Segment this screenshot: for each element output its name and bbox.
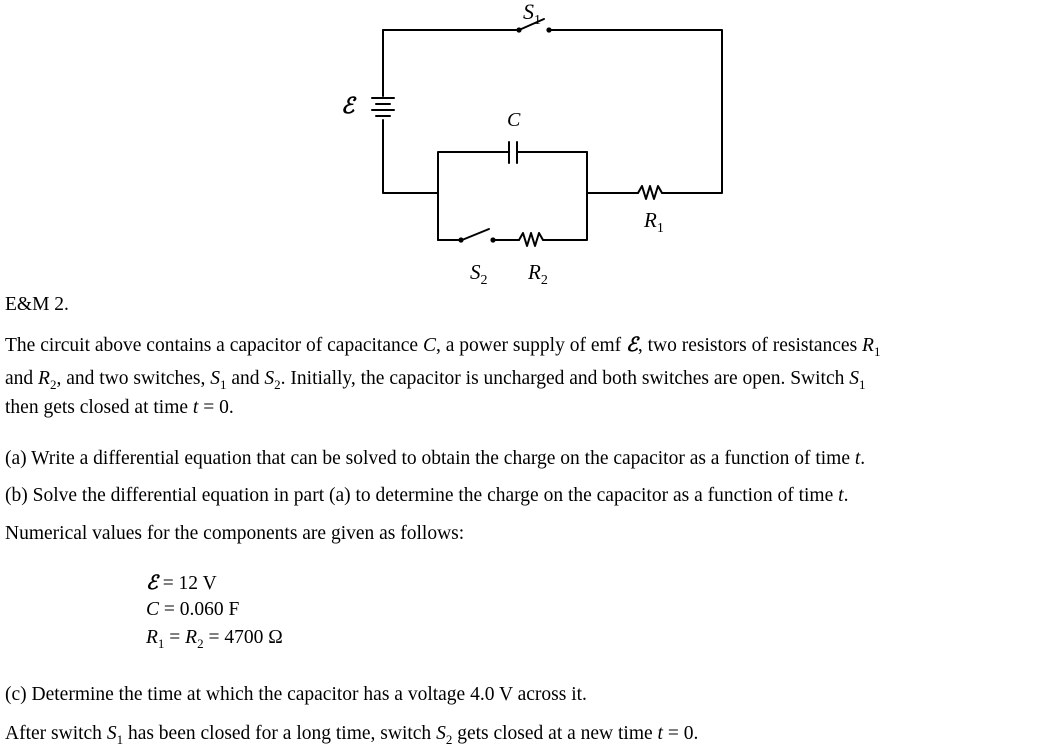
label-c: C (507, 109, 521, 131)
wire-r1-to-node (587, 152, 638, 193)
wire-cap-left (438, 152, 509, 240)
intro-line-2: and $R_2$, and two switches, $S_1$ and $S_2$. Initially, the capacitor is uncharged and both switches are open. Switch $S_1$ (5, 368, 866, 392)
problem-heading: E&M 2. (5, 294, 69, 315)
label-s2: $S_2$ (470, 260, 488, 288)
numerical-intro: Numerical values for the components are given as follows: (5, 523, 465, 544)
resistor-r2 (519, 233, 543, 246)
wire-r2-to-node (543, 193, 587, 240)
after-text: After switch $S_1$ has been closed for a long time, switch $S_2$ gets closed at a new time t = 0. (5, 723, 699, 747)
circuit-diagram (0, 0, 1037, 300)
wire-battery-down (383, 120, 438, 193)
label-emf: ℰ (341, 93, 355, 118)
label-s1: $S_1$ (523, 0, 541, 28)
intro-line-3: then gets closed at time t = 0. (5, 397, 234, 418)
label-r1: $R_1$ (644, 208, 664, 236)
switch-s1-contact-left (516, 27, 521, 32)
wire-s1-to-right (549, 30, 722, 193)
switch-s2-blade (462, 229, 489, 240)
part-a: (a) Write a differential equation that can be solved to obtain the charge on the capacitor as a function of time t. (5, 448, 866, 469)
resistor-r1 (638, 186, 662, 199)
value-emf: ℰ = 12 V (146, 571, 217, 594)
part-c: (c) Determine the time at which the capacitor has a voltage 4.0 V across it. (5, 684, 587, 705)
switch-s2-contact-right (490, 237, 495, 242)
part-b: (b) Solve the differential equation in part (a) to determine the charge on the capacitor as a function of time t. (5, 485, 849, 506)
switch-s2-contact-left (458, 237, 463, 242)
label-r2: $R_2$ (528, 260, 548, 288)
value-resistance: $R_1 = R_2 = 4700$ Ω (146, 627, 283, 651)
intro-line-1: The circuit above contains a capacitor of capacitance C, a power supply of emf ℰ, two resistors of resistances $R_1$ (5, 333, 881, 359)
switch-s1-contact-right (546, 27, 551, 32)
value-capacitance: C = 0.060 F (146, 599, 240, 620)
